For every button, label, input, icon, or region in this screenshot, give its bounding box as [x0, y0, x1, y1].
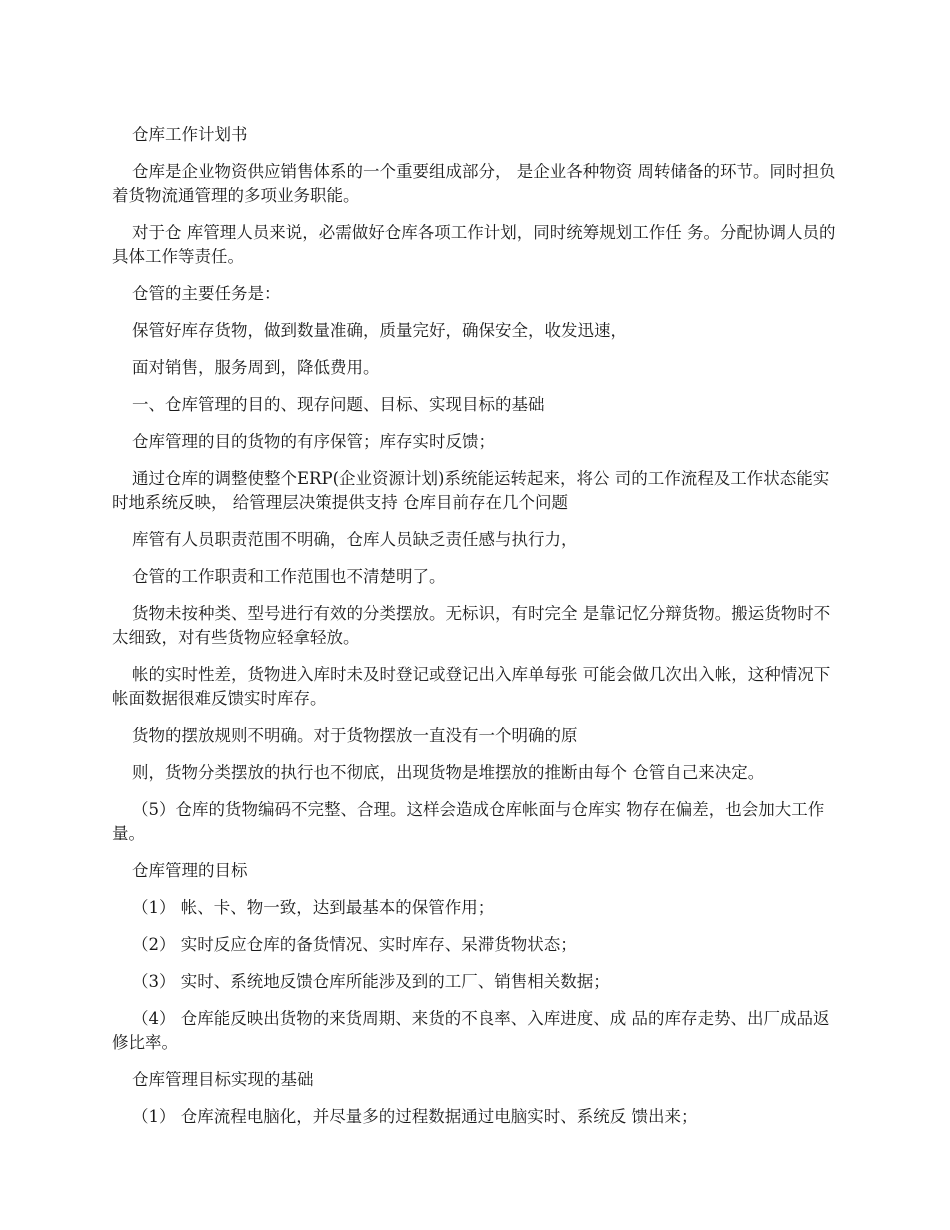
subsection-heading: 仓库管理的目标	[132, 861, 248, 880]
document-body	[112, 123, 842, 1142]
paragraph: 仓管的主要任务是：	[132, 284, 281, 303]
list-item: （1） 仓库流程电脑化，并尽量多的过程数据通过电脑实时、系统反 馈出来；	[132, 1107, 698, 1126]
paragraph: 通过仓库的调整使整个ERP(企业资源计划)系统能运转起来，将公 司的工作流程及工作状态能实时地系统反映， 给管理层决策提供支持 仓库目前存在几个问题	[112, 469, 830, 512]
list-item: （2） 实时反应仓库的备货情况、实时库存、呆滞货物状态；	[132, 935, 577, 954]
document-title: 仓库工作计划书	[132, 125, 248, 144]
paragraph: 则，货物分类摆放的执行也不彻底，出现货物是堆摆放的推断由每个 仓管自己来决定。	[132, 763, 765, 782]
paragraph: 库管有人员职责范围不明确，仓库人员缺乏责任感与执行力，	[132, 530, 578, 549]
paragraph: 仓库是企业物资供应销售体系的一个重要组成部分， 是企业各种物资 周转储备的环节。同时担负着货物流通管理的多项业务职能。	[112, 162, 836, 205]
list-item: （3） 实时、系统地反馈仓库所能涉及到的工厂、销售相关数据；	[132, 972, 610, 991]
paragraph: 货物未按种类、型号进行有效的分类摆放。无标识，有时完全 是靠记忆分辩货物。搬运货物时不太细致，对有些货物应轻拿轻放。	[112, 604, 831, 647]
paragraph: 货物的摆放规则不明确。对于货物摆放一直没有一个明确的原	[132, 726, 578, 745]
paragraph: 面对销售，服务周到，降低费用。	[132, 358, 380, 377]
list-item: （1） 帐、卡、物一致，达到最基本的保管作用；	[132, 898, 495, 917]
subsection-heading: 仓库管理目标实现的基础	[132, 1070, 314, 1089]
paragraph: 仓库管理的目的货物的有序保管；库存实时反馈；	[132, 432, 495, 451]
paragraph: 帐的实时性差，货物进入库时未及时登记或登记出入库单每张 可能会做几次出入帐，这种情况下帐面数据很难反馈实时库存。	[112, 665, 831, 708]
paragraph: （5）仓库的货物编码不完整、合理。这样会造成仓库帐面与仓库实 物存在偏差，也会加大工作量。	[112, 800, 825, 843]
paragraph: 仓管的工作职责和工作范围也不清楚明了。	[132, 567, 446, 586]
list-item: （4） 仓库能反映出货物的来货周期、来货的不良率、入库进度、成 品的库存走势、出厂成品返修比率。	[112, 1009, 830, 1052]
paragraph: 对于仓 库管理人员来说，必需做好仓库各项工作计划，同时统筹规划工作任 务。分配协调人员的具体工作等责任。	[112, 223, 836, 266]
section-heading: 一、仓库管理的目的、现存问题、目标、实现目标的基础	[132, 395, 545, 414]
paragraph: 保管好库存货物，做到数量准确，质量完好，确保安全，收发迅速，	[132, 321, 627, 340]
